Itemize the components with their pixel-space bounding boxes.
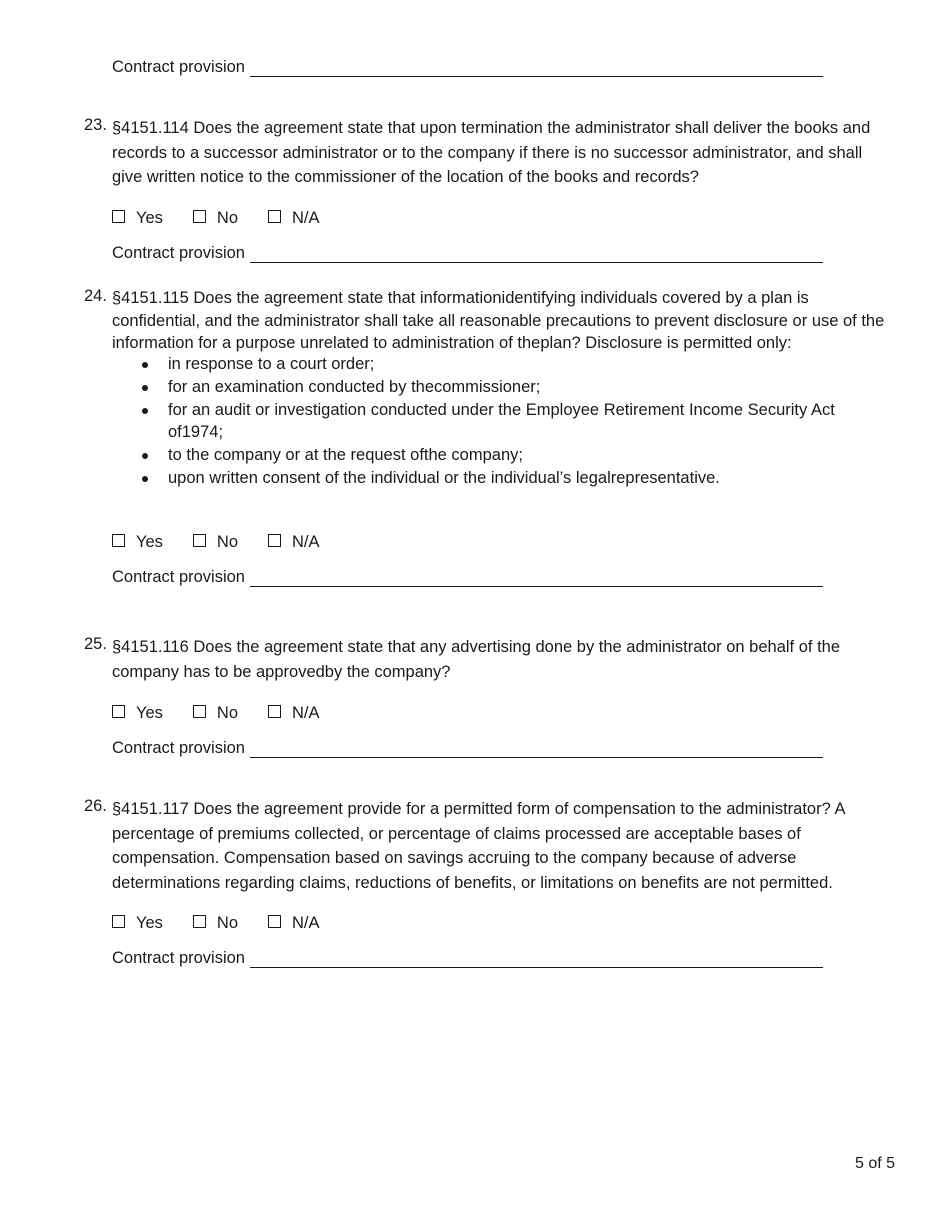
checkbox-yes[interactable] [112,210,125,223]
question-24-bullets [112,353,882,490]
bullet-icon [142,476,148,482]
checkbox-na[interactable] [268,534,281,547]
option-no[interactable]: No [193,209,238,228]
checkbox-na[interactable] [268,705,281,718]
contract-provision-field[interactable] [250,572,823,587]
option-no[interactable]: No [193,704,238,723]
contract-provision-label: Contract provision [112,568,245,586]
option-yes[interactable]: Yes [112,533,163,552]
option-na[interactable]: N/A [268,704,320,723]
contract-provision-label: Contract provision [112,244,245,262]
contract-provision-label: Contract provision [112,739,245,757]
option-no[interactable]: No [193,533,238,552]
list-item: in response to a court order; [112,353,882,376]
question-25-text: §4151.116 Does the agreement state that any advertising done by the administrator on behalf of the company has to be approvedby the company? [112,638,841,681]
bullet-icon [142,453,148,459]
question-24-number: 24. [84,287,107,305]
checkbox-no[interactable] [193,705,206,718]
checkbox-no[interactable] [193,210,206,223]
question-26-number: 26. [84,797,107,815]
option-yes[interactable]: Yes [112,704,163,723]
contract-provision-23 [112,244,823,263]
option-na[interactable]: N/A [268,914,320,933]
question-24-text: §4151.115 Does the agreement state that informationidentifying individuals covered by a plan is confidential, and the administrator shall take all reasonable precautions to prevent disclosure or use of the information for a purpose unrelated to administration of theplan? Disclosure is permitted only: [112,289,885,352]
question-23-options [112,209,350,228]
question-24-options [112,533,350,552]
contract-provision-field[interactable] [250,62,823,77]
bullet-icon [142,362,148,368]
contract-provision-25 [112,739,823,758]
checkbox-no[interactable] [193,915,206,928]
question-23-number: 23. [84,116,107,134]
contract-provision-field[interactable] [250,248,823,263]
list-item: for an examination conducted by thecommissioner; [112,376,882,399]
checkbox-yes[interactable] [112,705,125,718]
option-no[interactable]: No [193,914,238,933]
checkbox-yes[interactable] [112,915,125,928]
list-item: for an audit or investigation conducted under the Employee Retirement Income Security Act of1974; [112,399,882,445]
option-yes[interactable]: Yes [112,209,163,228]
list-item: to the company or at the request ofthe company; [112,444,882,467]
question-25-number: 25. [84,635,107,653]
question-25-options [112,704,350,723]
contract-provision-label: Contract provision [112,949,245,967]
question-26-options [112,914,350,933]
contract-provision-field[interactable] [250,743,823,758]
bullet-icon [142,408,148,414]
list-item: upon written consent of the individual or the individual’s legalrepresentative. [112,467,882,490]
option-na[interactable]: N/A [268,533,320,552]
checkbox-no[interactable] [193,534,206,547]
question-23-text: §4151.114 Does the agreement state that upon termination the administrator shall deliver the books and records to a successor administrator or to the company if there is no successor administrator, and shall give written notice to the commissioner of the location of the books and records? [112,119,871,186]
page-number: 5 of 5 [854,1155,895,1172]
contract-provision-22 [112,58,823,77]
option-na[interactable]: N/A [268,209,320,228]
bullet-icon [142,385,148,391]
contract-provision-26 [112,949,823,968]
checkbox-yes[interactable] [112,534,125,547]
option-yes[interactable]: Yes [112,914,163,933]
checkbox-na[interactable] [268,210,281,223]
contract-provision-field[interactable] [250,953,823,968]
contract-provision-24 [112,568,823,587]
checkbox-na[interactable] [268,915,281,928]
contract-provision-label: Contract provision [112,58,245,76]
question-26-text: §4151.117 Does the agreement provide for a permitted form of compensation to the administrator? A percentage of premiums collected, or percentage of claims processed are acceptable bases of compensation. Compensation based on savings accruing to the company because of adverse determinations regarding claims, reductions of benefits, or limitations on benefits are not permitted. [112,800,845,892]
